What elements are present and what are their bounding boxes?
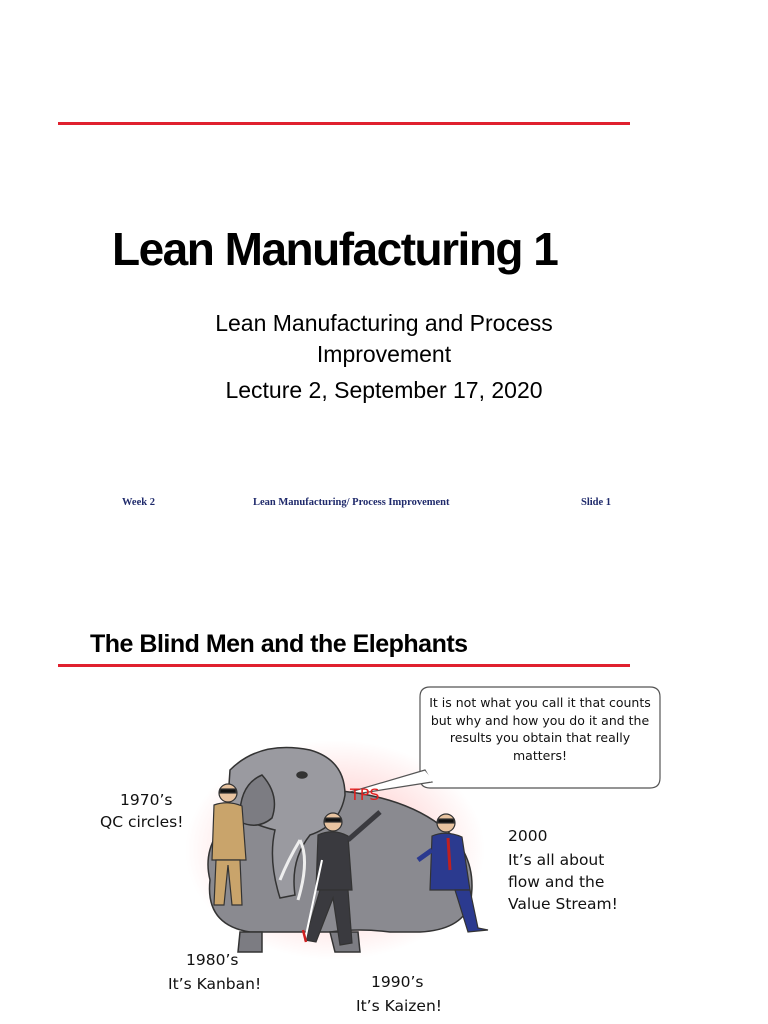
footer-slide-number: Slide 1 [581, 497, 612, 508]
label-1990s-year: 1990’s [371, 973, 424, 991]
label-2000-line-3: Value Stream! [508, 895, 618, 913]
subtitle-line-1: Lean Manufacturing and Process [215, 310, 553, 336]
slide-title: The Blind Men and the Elephants [90, 630, 468, 658]
label-1980s-year: 1980’s [186, 951, 239, 969]
lecture-info: Lecture 2, September 17, 2020 [225, 377, 543, 403]
label-1970s-text: QC circles! [100, 813, 184, 831]
label-2000-line-2: flow and the [508, 873, 605, 891]
label-1980s-text: It’s Kanban! [168, 975, 262, 993]
label-1990s-text: It’s Kaizen! [356, 997, 442, 1015]
footer-course: Lean Manufacturing/ Process Improvement [253, 497, 450, 508]
label-1970s-year: 1970’s [120, 791, 173, 809]
elephant-illustration [0, 560, 768, 1024]
footer-week: Week 2 [122, 497, 155, 508]
label-2000-year: 2000 [508, 827, 548, 845]
slide-2 [0, 560, 768, 1024]
label-2000-line-1: It’s all about [508, 851, 605, 869]
tps-label: TPS [350, 785, 380, 804]
speech-bubble-text: It is not what you call it that counts but why and how you do it and the results you obtain that really matters! [429, 695, 651, 763]
subtitle-line-2: Improvement [316, 341, 452, 367]
slide-title: Lean Manufacturing 1 [112, 223, 558, 275]
header-rule [58, 122, 630, 125]
